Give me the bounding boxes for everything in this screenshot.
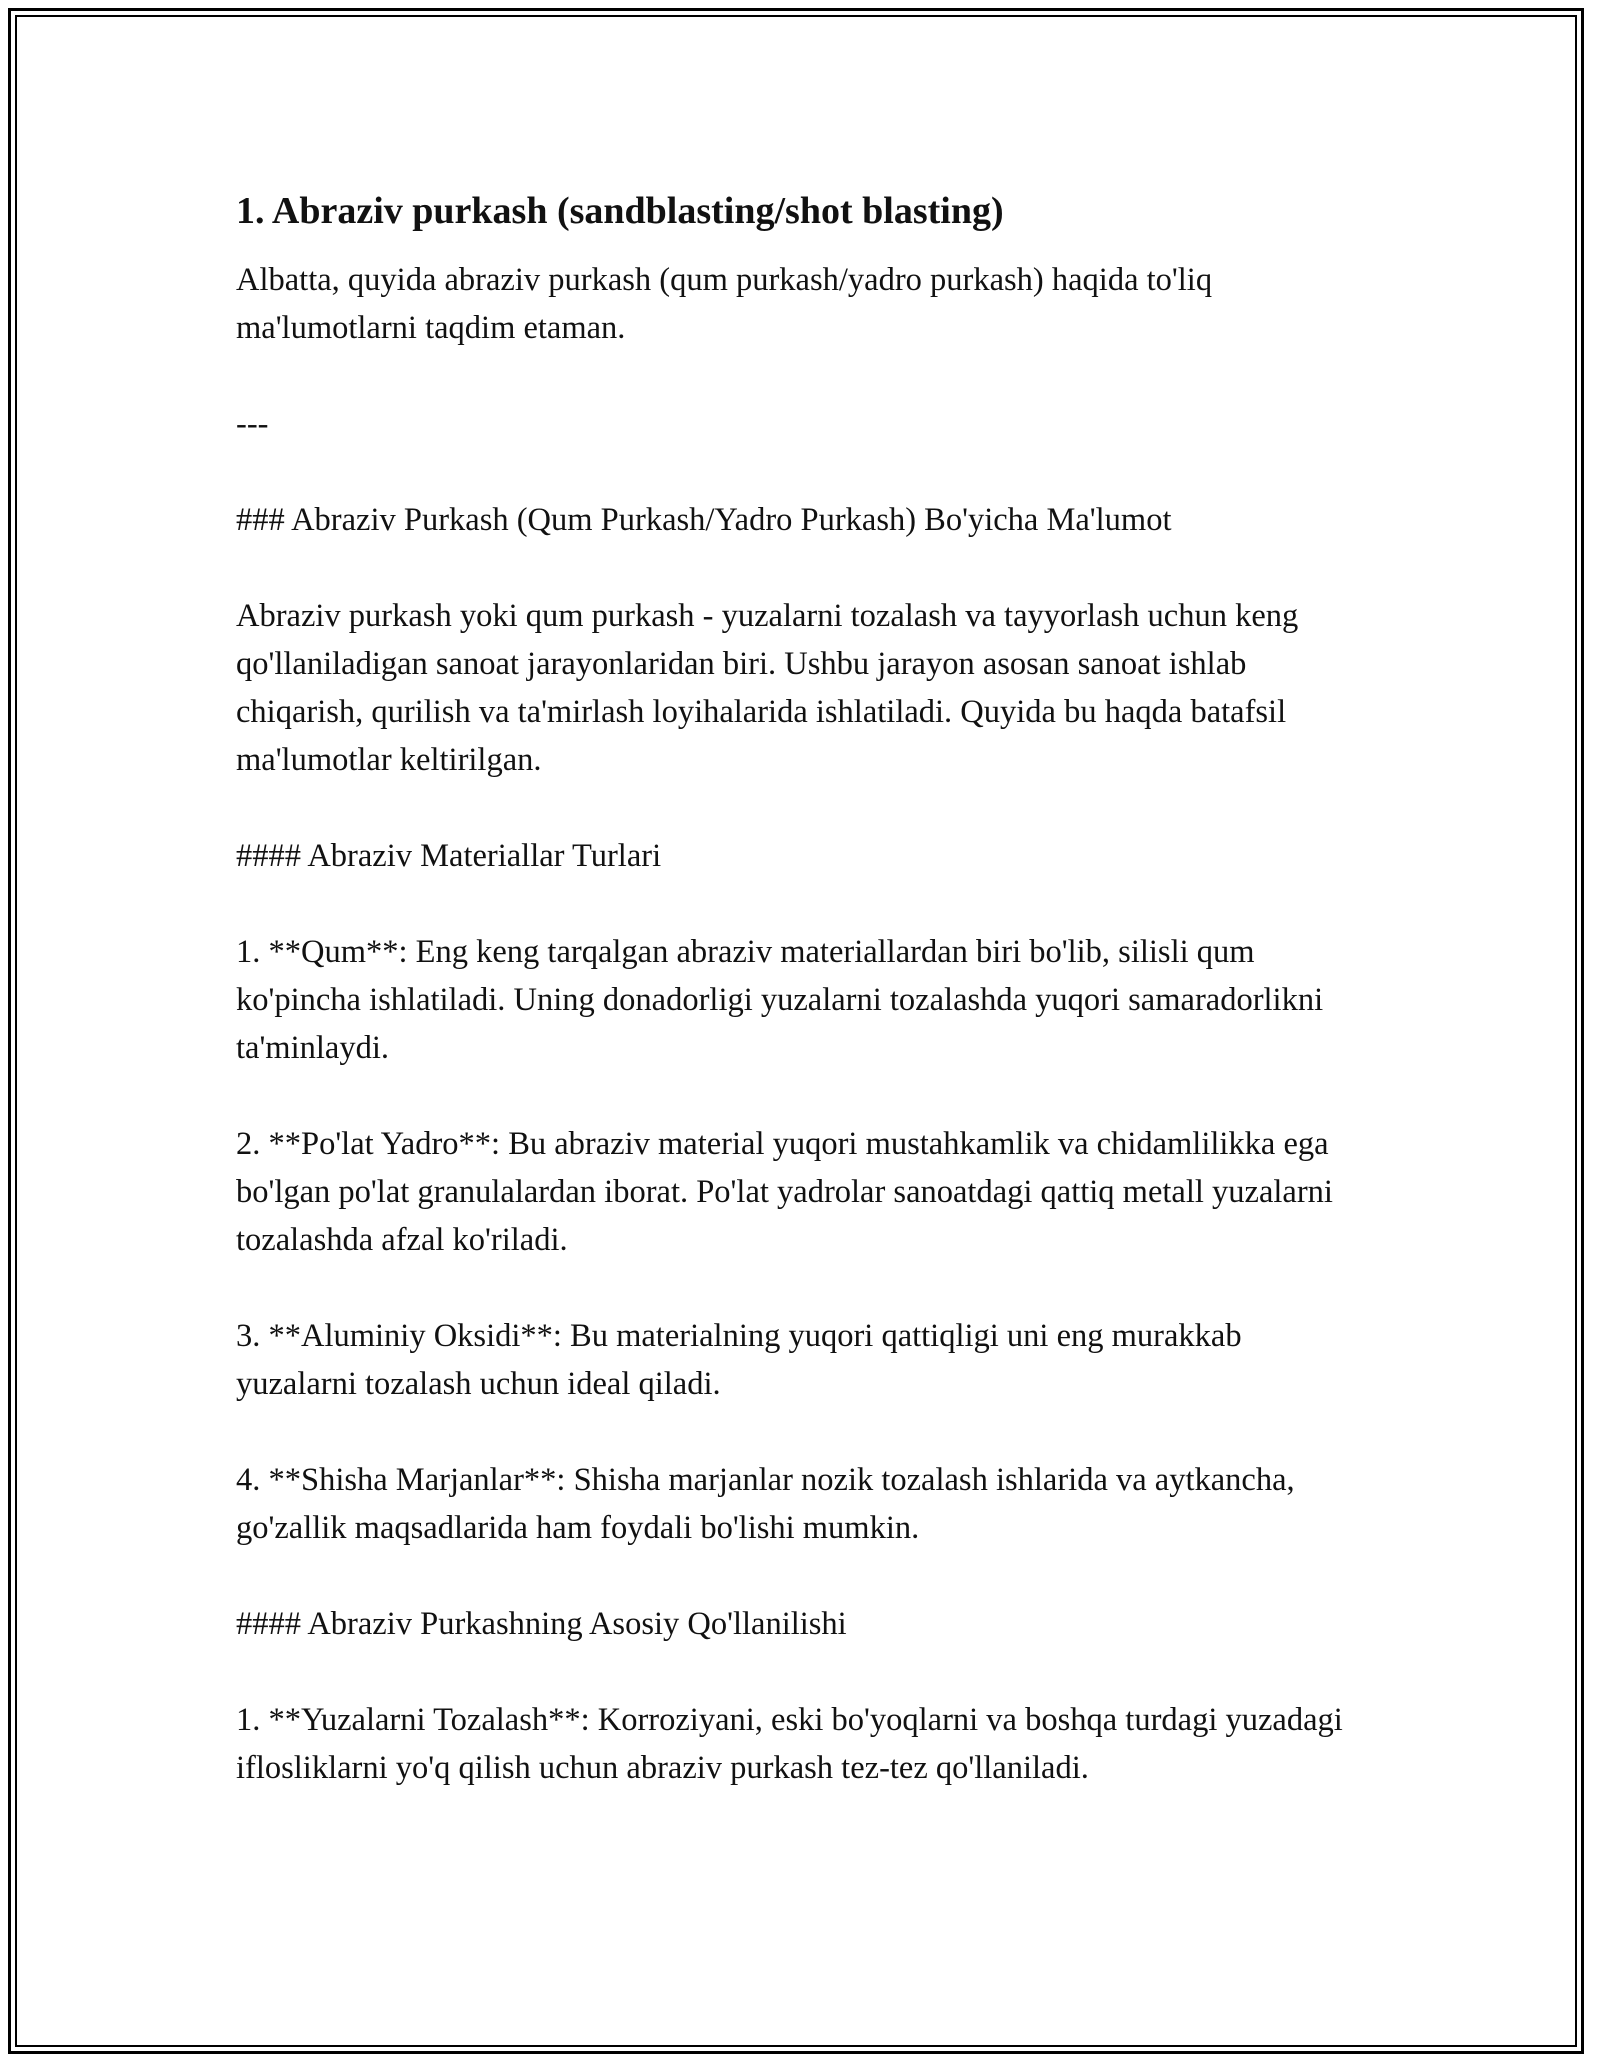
document-title: 1. Abraziv purkash (sandblasting/shot blasting) (236, 190, 1004, 232)
document-body (236, 186, 1366, 1792)
spacer (236, 448, 1366, 496)
spacer (236, 544, 1366, 592)
list-item-qum: 1. **Qum**: Eng keng tarqalgan abraziv materiallardan biri bo'lib, silisli qum ko'pincha ishlatiladi. Uning donadorligi yuzalarni tozalashda yuqori samaradorlikni ta'minlaydi. (236, 934, 1332, 1066)
separator-line: --- (236, 406, 269, 442)
spacer (236, 352, 1366, 400)
spacer (236, 784, 1366, 832)
spacer (236, 1072, 1366, 1120)
spacer (236, 1408, 1366, 1456)
section-heading: ### Abraziv Purkash (Qum Purkash/Yadro Purkash) Bo'yicha Ma'lumot (236, 502, 1172, 538)
spacer (236, 880, 1366, 928)
list-item-polat-yadro: 2. **Po'lat Yadro**: Bu abraziv material yuqori mustahkamlik va chidamlilikka ega bo'lgan po'lat granulalardan iborat. Po'lat yadrolar sanoatdagi qattiq metall yuzalarni tozalashda afzal ko'riladi. (236, 1126, 1342, 1258)
list-item-aluminiy-oksidi: 3. **Aluminiy Oksidi**: Bu materialning yuqori qattiqligi uni eng murakkab yuzalarni tozalash uchun ideal qiladi. (236, 1318, 1250, 1402)
uses-heading: #### Abraziv Purkashning Asosiy Qo'llanilishi (236, 1606, 847, 1642)
list-item-yuzalarni-tozalash: 1. **Yuzalarni Tozalash**: Korroziyani, eski bo'yoqlarni va boshqa turdagi yuzadagi iflosliklarni yo'q qilish uchun abraziv purkash tez-tez qo'llaniladi. (236, 1702, 1351, 1786)
section-paragraph: Abraziv purkash yoki qum purkash - yuzalarni tozalash va tayyorlash uchun keng qo'llaniladigan sanoat jarayonlaridan biri. Ushbu jarayon asosan sanoat ishlab chiqarish, qurilish va ta'mirlash loyihalarida ishlatiladi. Quyida bu haqda batafsil ma'lumotlar keltirilgan. (236, 598, 1307, 778)
spacer (236, 1264, 1366, 1312)
intro-paragraph: Albatta, quyida abraziv purkash (qum purkash/yadro purkash) haqida to'liq ma'lumotlarni taqdim etaman. (236, 262, 1221, 346)
spacer (236, 1552, 1366, 1600)
spacer (236, 1648, 1366, 1696)
materials-heading: #### Abraziv Materiallar Turlari (236, 838, 662, 874)
list-item-shisha-marjanlar: 4. **Shisha Marjanlar**: Shisha marjanlar nozik tozalash ishlarida va aytkancha, go'zallik maqsadlarida ham foydali bo'lishi mumkin. (236, 1462, 1303, 1546)
